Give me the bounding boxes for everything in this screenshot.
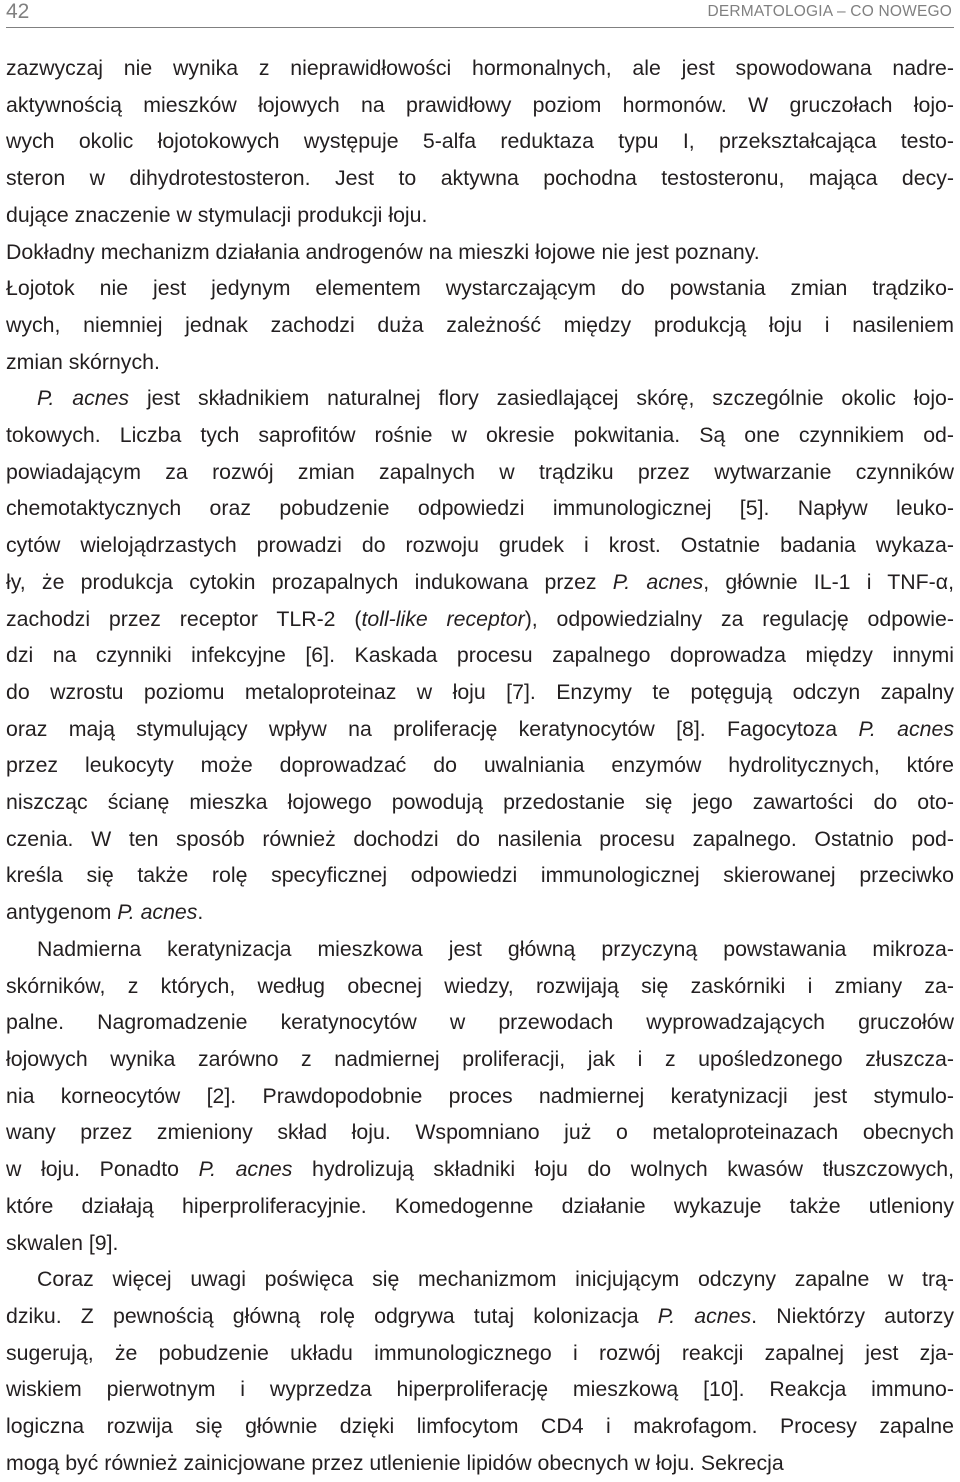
text-line — [6, 1261, 954, 1298]
text-line — [6, 160, 954, 197]
text-line — [6, 784, 954, 821]
text-run: tokowych. Liczba tych saprofitów rośnie w okresie pokwitania. Są one czynnikiem od- — [6, 423, 954, 448]
text-line — [6, 1004, 954, 1041]
text-line — [6, 197, 954, 234]
text-line — [6, 527, 954, 564]
text-run: czenia. W ten sposób również dochodzi do nasilenia procesu zapalnego. Ostatnio pod- — [6, 826, 954, 851]
text-line — [6, 490, 954, 527]
text-run: oraz mają stymulujący wpływ na proliferację keratynocytów [8]. Fagocytoza — [6, 716, 859, 741]
italic-text: P. acnes — [117, 900, 198, 925]
text-run: Nadmierna keratynizacja mieszkowa jest główną przyczyną powstawania mikroza- — [37, 936, 954, 961]
paragraph — [6, 1261, 954, 1481]
text-run: skwalen [9]. — [6, 1230, 119, 1255]
text-run: zazwyczaj nie wynika z nieprawidłowości hormonalnych, ale jest spowodowana nadre- — [6, 56, 954, 80]
text-run: wych okolic łojotokowych występuje 5-alfa reduktaza typu I, przekształcająca testo- — [6, 129, 954, 154]
text-run: , głównie IL-1 i TNF-α, — [703, 569, 955, 594]
text-line — [6, 564, 954, 601]
text-run: skórników, z których, według obecnej wiedzy, rozwijają się zaskórniki i zmiany za- — [6, 973, 954, 998]
running-head — [6, 0, 954, 28]
text-run: wych, niemniej jednak zachodzi duża zależność między produkcją łoju i nasileniem — [6, 312, 954, 337]
italic-text: toll-like receptor — [361, 606, 525, 631]
text-line — [6, 87, 954, 124]
paragraph — [6, 380, 954, 931]
text-line — [6, 747, 954, 784]
text-run: jest składnikiem naturalnej flory zasiedlającej skórę, szczególnie okolic łojo- — [129, 386, 954, 411]
text-run: Coraz więcej uwagi poświęca się mechanizmom inicjującym odczyny zapalne w trą- — [37, 1267, 954, 1292]
text-run: które działają hiperproliferacyjnie. Komedogenne działanie wykazuje także utleniony — [6, 1193, 954, 1218]
text-run: dziku. Z pewnością główną rolę odgrywa tutaj kolonizacja — [6, 1303, 658, 1328]
text-run: dujące znaczenie w stymulacji produkcji łoju. — [6, 202, 428, 227]
text-run: antygenom — [6, 900, 118, 925]
text-line — [6, 1041, 954, 1078]
article-body — [6, 50, 954, 1481]
text-line — [6, 1188, 954, 1225]
text-run: do wzrostu poziomu metaloproteinaz w łoju [7]. Enzymy te potęgują odczyn zapalny — [6, 679, 954, 704]
text-run: steron w dihydrotestosteron. Jest to aktywna pochodna testosteronu, mająca decy- — [6, 166, 954, 191]
text-line — [6, 931, 954, 968]
italic-text: P. acnes — [198, 1157, 293, 1182]
text-line — [6, 711, 954, 748]
text-run: przez leukocyty może doprowadzać do uwalniania enzymów hydrolitycznych, które — [6, 753, 954, 778]
text-run: . Niektórzy autorzy — [751, 1303, 954, 1328]
text-line — [6, 1298, 954, 1335]
text-line — [6, 344, 954, 381]
page-number: 42 — [6, 0, 30, 23]
text-run: dzi na czynniki infekcyjne [6]. Kaskada procesu zapalnego doprowadza między innymi — [6, 643, 954, 668]
text-run: Dokładny mechanizm działania androgenów na mieszki łojowe nie jest poznany. — [6, 239, 760, 264]
text-line — [6, 307, 954, 344]
text-line — [6, 270, 954, 307]
text-line — [6, 454, 954, 491]
text-line — [6, 380, 954, 417]
text-run: niszcząc ścianę mieszka łojowego powodują przedostanie się jego zawartości do oto- — [6, 790, 954, 815]
text-run: wany przez zmieniony skład łoju. Wspomniano już o metaloproteinazach obecnych — [6, 1120, 954, 1145]
text-run: sugerują, że pobudzenie układu immunologicznego i rozwój reakcji zapalnej jest zja- — [6, 1340, 954, 1365]
text-line — [6, 1114, 954, 1151]
text-run: palne. Nagromadzenie keratynocytów w przewodach wyprowadzających gruczołów — [6, 1010, 954, 1035]
text-run: . — [197, 900, 204, 925]
paragraph — [6, 50, 954, 380]
text-run: w łoju. Ponadto — [6, 1157, 199, 1182]
text-run: ), odpowiedzialny za regulację odpowie- — [524, 606, 954, 631]
italic-text: P. acnes — [858, 716, 954, 741]
text-run: aktywnością mieszków łojowych na prawidłowy poziom hormonów. W gruczołach łojo- — [6, 92, 954, 117]
italic-text: P. acnes — [657, 1303, 752, 1328]
text-line — [6, 601, 954, 638]
text-run: łojowych wynika zarówno z nadmiernej proliferacji, jak i z upośledzonego złuszcza- — [6, 1046, 954, 1071]
text-line — [6, 1408, 954, 1445]
text-run: cytów wielojądrzastych prowadzi do rozwoju grudek i krost. Ostatnie badania wykaza- — [6, 533, 954, 558]
text-line — [6, 50, 954, 87]
text-line — [6, 968, 954, 1005]
text-line — [6, 1335, 954, 1372]
text-line — [6, 234, 954, 271]
text-line — [6, 1078, 954, 1115]
italic-text: P. acnes — [37, 386, 130, 411]
journal-name: DERMATOLOGIA – CO NOWEGO — [707, 3, 952, 20]
text-run: nia korneocytów [2]. Prawdopodobnie proces nadmiernej keratynizacji jest stymulo- — [6, 1083, 954, 1108]
paragraph — [6, 931, 954, 1261]
text-run: logiczna rozwija się głównie dzięki limfocytom CD4 i makrofagom. Procesy zapalne — [6, 1414, 954, 1439]
text-line — [6, 894, 954, 931]
text-run: mogą być również zainicjowane przez utlenienie lipidów obecnych w łoju. Sekrecja — [6, 1450, 784, 1475]
text-run: Łojotok nie jest jedynym elementem wystarczającym do powstania zmian trądziko- — [6, 276, 954, 301]
text-line — [6, 417, 954, 454]
text-run: wiskiem pierwotnym i wyprzedza hiperproliferację mieszkową [10]. Reakcja immuno- — [6, 1377, 954, 1402]
text-line — [6, 1445, 954, 1482]
text-run: powiadającym za rozwój zmian zapalnych w trądziku przez wytwarzanie czynników — [6, 459, 954, 484]
text-line — [6, 821, 954, 858]
text-line — [6, 1225, 954, 1262]
text-line — [6, 674, 954, 711]
text-line — [6, 1151, 954, 1188]
text-line — [6, 1371, 954, 1408]
text-run: kreśla się także rolę specyficznej odpowiedzi immunologicznej skierowanej przeciwko — [6, 863, 954, 888]
text-line — [6, 857, 954, 894]
text-line — [6, 637, 954, 674]
text-run: chemotaktycznych oraz pobudzenie odpowiedzi immunologicznej [5]. Napływ leuko- — [6, 496, 954, 521]
text-line — [6, 123, 954, 160]
text-run: hydrolizują składniki łoju do wolnych kwasów tłuszczowych, — [292, 1157, 955, 1182]
text-run: zmian skórnych. — [6, 349, 160, 374]
text-run: zachodzi przez receptor TLR-2 ( — [6, 606, 362, 631]
italic-text: P. acnes — [612, 569, 704, 594]
text-run: ły, że produkcja cytokin prozapalnych indukowana przez — [6, 569, 613, 594]
